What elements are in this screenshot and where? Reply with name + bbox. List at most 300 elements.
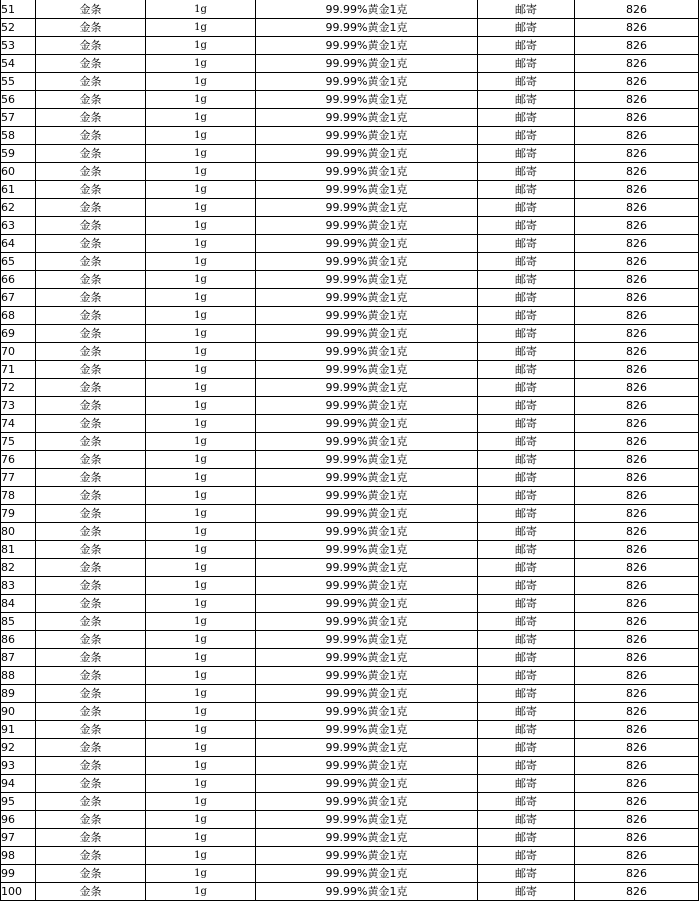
item-type-cell: 金条: [36, 811, 146, 829]
weight-cell: 1g: [146, 829, 256, 847]
item-type-cell: 金条: [36, 253, 146, 271]
weight-cell: 1g: [146, 793, 256, 811]
weight-cell: 1g: [146, 307, 256, 325]
row-number-cell: 93: [1, 757, 36, 775]
description-cell: 99.99%黄金1克: [256, 127, 478, 145]
code-cell: 826: [575, 127, 699, 145]
description-cell: 99.99%黄金1克: [256, 343, 478, 361]
weight-cell: 1g: [146, 469, 256, 487]
delivery-method-cell: 邮寄: [478, 0, 575, 19]
row-number-cell: 89: [1, 685, 36, 703]
row-number-cell: 96: [1, 811, 36, 829]
weight-cell: 1g: [146, 451, 256, 469]
description-cell: 99.99%黄金1克: [256, 883, 478, 901]
description-cell: 99.99%黄金1克: [256, 703, 478, 721]
row-number-cell: 67: [1, 289, 36, 307]
table-row: [1, 847, 699, 865]
table-row: [1, 739, 699, 757]
table-row: [1, 253, 699, 271]
item-type-cell: 金条: [36, 613, 146, 631]
description-cell: 99.99%黄金1克: [256, 235, 478, 253]
delivery-method-cell: 邮寄: [478, 703, 575, 721]
description-cell: 99.99%黄金1克: [256, 595, 478, 613]
description-cell: 99.99%黄金1克: [256, 145, 478, 163]
description-cell: 99.99%黄金1克: [256, 91, 478, 109]
delivery-method-cell: 邮寄: [478, 433, 575, 451]
delivery-method-cell: 邮寄: [478, 505, 575, 523]
code-cell: 826: [575, 577, 699, 595]
item-type-cell: 金条: [36, 721, 146, 739]
code-cell: 826: [575, 559, 699, 577]
row-number-cell: 57: [1, 109, 36, 127]
weight-cell: 1g: [146, 199, 256, 217]
code-cell: 826: [575, 289, 699, 307]
weight-cell: 1g: [146, 433, 256, 451]
table-row: [1, 757, 699, 775]
item-type-cell: 金条: [36, 0, 146, 19]
code-cell: 826: [575, 595, 699, 613]
description-cell: 99.99%黄金1克: [256, 775, 478, 793]
row-number-cell: 69: [1, 325, 36, 343]
description-cell: 99.99%黄金1克: [256, 307, 478, 325]
delivery-method-cell: 邮寄: [478, 541, 575, 559]
code-cell: 826: [575, 721, 699, 739]
row-number-cell: 61: [1, 181, 36, 199]
description-cell: 99.99%黄金1克: [256, 433, 478, 451]
description-cell: 99.99%黄金1克: [256, 451, 478, 469]
description-cell: 99.99%黄金1克: [256, 793, 478, 811]
item-type-cell: 金条: [36, 181, 146, 199]
row-number-cell: 92: [1, 739, 36, 757]
weight-cell: 1g: [146, 685, 256, 703]
delivery-method-cell: 邮寄: [478, 721, 575, 739]
code-cell: 826: [575, 469, 699, 487]
description-cell: 99.99%黄金1克: [256, 37, 478, 55]
item-type-cell: 金条: [36, 397, 146, 415]
delivery-method-cell: 邮寄: [478, 379, 575, 397]
weight-cell: 1g: [146, 865, 256, 883]
row-number-cell: 52: [1, 19, 36, 37]
description-cell: 99.99%黄金1克: [256, 19, 478, 37]
row-number-cell: 81: [1, 541, 36, 559]
item-type-cell: 金条: [36, 595, 146, 613]
delivery-method-cell: 邮寄: [478, 397, 575, 415]
row-number-cell: 68: [1, 307, 36, 325]
item-type-cell: 金条: [36, 685, 146, 703]
code-cell: 826: [575, 109, 699, 127]
table-row: [1, 793, 699, 811]
description-cell: 99.99%黄金1克: [256, 487, 478, 505]
item-type-cell: 金条: [36, 541, 146, 559]
description-cell: 99.99%黄金1克: [256, 613, 478, 631]
delivery-method-cell: 邮寄: [478, 73, 575, 91]
row-number-cell: 73: [1, 397, 36, 415]
table-row: [1, 433, 699, 451]
row-number-cell: 59: [1, 145, 36, 163]
item-type-cell: 金条: [36, 235, 146, 253]
table-row: [1, 55, 699, 73]
weight-cell: 1g: [146, 577, 256, 595]
description-cell: 99.99%黄金1克: [256, 361, 478, 379]
delivery-method-cell: 邮寄: [478, 757, 575, 775]
table-row: [1, 721, 699, 739]
table-row: [1, 271, 699, 289]
table-row: [1, 595, 699, 613]
row-number-cell: 82: [1, 559, 36, 577]
delivery-method-cell: 邮寄: [478, 325, 575, 343]
row-number-cell: 63: [1, 217, 36, 235]
delivery-method-cell: 邮寄: [478, 739, 575, 757]
description-cell: 99.99%黄金1克: [256, 757, 478, 775]
description-cell: 99.99%黄金1克: [256, 271, 478, 289]
delivery-method-cell: 邮寄: [478, 775, 575, 793]
description-cell: 99.99%黄金1克: [256, 667, 478, 685]
row-number-cell: 94: [1, 775, 36, 793]
code-cell: 826: [575, 325, 699, 343]
description-cell: 99.99%黄金1克: [256, 0, 478, 19]
delivery-method-cell: 邮寄: [478, 613, 575, 631]
table-row: [1, 667, 699, 685]
item-type-cell: 金条: [36, 505, 146, 523]
table-row: [1, 0, 699, 19]
weight-cell: 1g: [146, 613, 256, 631]
item-type-cell: 金条: [36, 217, 146, 235]
table-row: [1, 361, 699, 379]
code-cell: 826: [575, 0, 699, 19]
item-type-cell: 金条: [36, 865, 146, 883]
description-cell: 99.99%黄金1克: [256, 289, 478, 307]
item-type-cell: 金条: [36, 127, 146, 145]
weight-cell: 1g: [146, 109, 256, 127]
description-cell: 99.99%黄金1克: [256, 415, 478, 433]
row-number-cell: 75: [1, 433, 36, 451]
weight-cell: 1g: [146, 91, 256, 109]
code-cell: 826: [575, 235, 699, 253]
delivery-method-cell: 邮寄: [478, 829, 575, 847]
row-number-cell: 60: [1, 163, 36, 181]
table-row: [1, 865, 699, 883]
description-cell: 99.99%黄金1克: [256, 865, 478, 883]
weight-cell: 1g: [146, 757, 256, 775]
description-cell: 99.99%黄金1克: [256, 163, 478, 181]
weight-cell: 1g: [146, 127, 256, 145]
item-type-cell: 金条: [36, 847, 146, 865]
item-type-cell: 金条: [36, 577, 146, 595]
code-cell: 826: [575, 343, 699, 361]
weight-cell: 1g: [146, 775, 256, 793]
code-cell: 826: [575, 361, 699, 379]
table-body: [1, 0, 699, 901]
item-type-cell: 金条: [36, 883, 146, 901]
table-row: [1, 307, 699, 325]
delivery-method-cell: 邮寄: [478, 181, 575, 199]
delivery-method-cell: 邮寄: [478, 271, 575, 289]
table-row: [1, 181, 699, 199]
row-number-cell: 98: [1, 847, 36, 865]
table-row: [1, 145, 699, 163]
item-type-cell: 金条: [36, 19, 146, 37]
description-cell: 99.99%黄金1克: [256, 469, 478, 487]
item-type-cell: 金条: [36, 343, 146, 361]
item-type-cell: 金条: [36, 109, 146, 127]
description-cell: 99.99%黄金1克: [256, 505, 478, 523]
weight-cell: 1g: [146, 811, 256, 829]
table-row: [1, 163, 699, 181]
item-type-cell: 金条: [36, 667, 146, 685]
description-cell: 99.99%黄金1克: [256, 325, 478, 343]
table-row: [1, 685, 699, 703]
delivery-method-cell: 邮寄: [478, 217, 575, 235]
delivery-method-cell: 邮寄: [478, 109, 575, 127]
row-number-cell: 56: [1, 91, 36, 109]
delivery-method-cell: 邮寄: [478, 307, 575, 325]
weight-cell: 1g: [146, 379, 256, 397]
description-cell: 99.99%黄金1克: [256, 577, 478, 595]
delivery-method-cell: 邮寄: [478, 145, 575, 163]
delivery-method-cell: 邮寄: [478, 631, 575, 649]
table-row: [1, 397, 699, 415]
table-row: [1, 127, 699, 145]
delivery-method-cell: 邮寄: [478, 343, 575, 361]
row-number-cell: 70: [1, 343, 36, 361]
code-cell: 826: [575, 613, 699, 631]
delivery-method-cell: 邮寄: [478, 91, 575, 109]
item-type-cell: 金条: [36, 487, 146, 505]
code-cell: 826: [575, 73, 699, 91]
weight-cell: 1g: [146, 271, 256, 289]
weight-cell: 1g: [146, 253, 256, 271]
item-type-cell: 金条: [36, 739, 146, 757]
weight-cell: 1g: [146, 595, 256, 613]
table-row: [1, 541, 699, 559]
item-type-cell: 金条: [36, 649, 146, 667]
table-row: [1, 469, 699, 487]
table-row: [1, 199, 699, 217]
row-number-cell: 51: [1, 0, 36, 19]
row-number-cell: 77: [1, 469, 36, 487]
delivery-method-cell: 邮寄: [478, 415, 575, 433]
delivery-method-cell: 邮寄: [478, 649, 575, 667]
row-number-cell: 86: [1, 631, 36, 649]
weight-cell: 1g: [146, 73, 256, 91]
weight-cell: 1g: [146, 361, 256, 379]
code-cell: 826: [575, 37, 699, 55]
item-type-cell: 金条: [36, 415, 146, 433]
description-cell: 99.99%黄金1克: [256, 253, 478, 271]
item-type-cell: 金条: [36, 91, 146, 109]
row-number-cell: 65: [1, 253, 36, 271]
item-type-cell: 金条: [36, 829, 146, 847]
description-cell: 99.99%黄金1克: [256, 739, 478, 757]
row-number-cell: 76: [1, 451, 36, 469]
code-cell: 826: [575, 217, 699, 235]
table-row: [1, 523, 699, 541]
row-number-cell: 95: [1, 793, 36, 811]
row-number-cell: 55: [1, 73, 36, 91]
row-number-cell: 79: [1, 505, 36, 523]
delivery-method-cell: 邮寄: [478, 523, 575, 541]
table-row: [1, 235, 699, 253]
item-type-cell: 金条: [36, 163, 146, 181]
code-cell: 826: [575, 145, 699, 163]
weight-cell: 1g: [146, 0, 256, 19]
row-number-cell: 78: [1, 487, 36, 505]
table-row: [1, 73, 699, 91]
delivery-method-cell: 邮寄: [478, 865, 575, 883]
description-cell: 99.99%黄金1克: [256, 55, 478, 73]
description-cell: 99.99%黄金1克: [256, 847, 478, 865]
item-type-cell: 金条: [36, 145, 146, 163]
code-cell: 826: [575, 91, 699, 109]
weight-cell: 1g: [146, 55, 256, 73]
description-cell: 99.99%黄金1克: [256, 541, 478, 559]
table-row: [1, 883, 699, 901]
row-number-cell: 58: [1, 127, 36, 145]
code-cell: 826: [575, 793, 699, 811]
code-cell: 826: [575, 667, 699, 685]
table-row: [1, 451, 699, 469]
code-cell: 826: [575, 865, 699, 883]
table-row: [1, 829, 699, 847]
code-cell: 826: [575, 847, 699, 865]
description-cell: 99.99%黄金1克: [256, 631, 478, 649]
item-type-cell: 金条: [36, 325, 146, 343]
table-row: [1, 631, 699, 649]
item-type-cell: 金条: [36, 361, 146, 379]
description-cell: 99.99%黄金1克: [256, 379, 478, 397]
table-row: [1, 343, 699, 361]
row-number-cell: 87: [1, 649, 36, 667]
weight-cell: 1g: [146, 163, 256, 181]
item-type-cell: 金条: [36, 379, 146, 397]
code-cell: 826: [575, 433, 699, 451]
code-cell: 826: [575, 523, 699, 541]
delivery-method-cell: 邮寄: [478, 595, 575, 613]
description-cell: 99.99%黄金1克: [256, 397, 478, 415]
weight-cell: 1g: [146, 217, 256, 235]
item-type-cell: 金条: [36, 55, 146, 73]
item-type-cell: 金条: [36, 433, 146, 451]
code-cell: 826: [575, 685, 699, 703]
item-type-cell: 金条: [36, 631, 146, 649]
code-cell: 826: [575, 631, 699, 649]
item-type-cell: 金条: [36, 793, 146, 811]
delivery-method-cell: 邮寄: [478, 685, 575, 703]
delivery-method-cell: 邮寄: [478, 37, 575, 55]
item-type-cell: 金条: [36, 199, 146, 217]
description-cell: 99.99%黄金1克: [256, 685, 478, 703]
item-type-cell: 金条: [36, 307, 146, 325]
weight-cell: 1g: [146, 631, 256, 649]
delivery-method-cell: 邮寄: [478, 127, 575, 145]
delivery-method-cell: 邮寄: [478, 19, 575, 37]
weight-cell: 1g: [146, 505, 256, 523]
weight-cell: 1g: [146, 145, 256, 163]
table-row: [1, 289, 699, 307]
item-type-cell: 金条: [36, 451, 146, 469]
weight-cell: 1g: [146, 667, 256, 685]
code-cell: 826: [575, 757, 699, 775]
item-type-cell: 金条: [36, 703, 146, 721]
code-cell: 826: [575, 415, 699, 433]
delivery-method-cell: 邮寄: [478, 199, 575, 217]
delivery-method-cell: 邮寄: [478, 451, 575, 469]
code-cell: 826: [575, 487, 699, 505]
item-type-cell: 金条: [36, 73, 146, 91]
table-row: [1, 811, 699, 829]
weight-cell: 1g: [146, 325, 256, 343]
weight-cell: 1g: [146, 19, 256, 37]
code-cell: 826: [575, 199, 699, 217]
table-row: [1, 649, 699, 667]
code-cell: 826: [575, 649, 699, 667]
code-cell: 826: [575, 883, 699, 901]
code-cell: 826: [575, 811, 699, 829]
weight-cell: 1g: [146, 541, 256, 559]
row-number-cell: 74: [1, 415, 36, 433]
weight-cell: 1g: [146, 739, 256, 757]
delivery-method-cell: 邮寄: [478, 163, 575, 181]
code-cell: 826: [575, 775, 699, 793]
item-type-cell: 金条: [36, 271, 146, 289]
code-cell: 826: [575, 451, 699, 469]
code-cell: 826: [575, 181, 699, 199]
code-cell: 826: [575, 253, 699, 271]
table-row: [1, 703, 699, 721]
delivery-method-cell: 邮寄: [478, 667, 575, 685]
item-type-cell: 金条: [36, 775, 146, 793]
weight-cell: 1g: [146, 649, 256, 667]
row-number-cell: 100: [1, 883, 36, 901]
code-cell: 826: [575, 541, 699, 559]
table-row: [1, 487, 699, 505]
row-number-cell: 97: [1, 829, 36, 847]
table-row: [1, 325, 699, 343]
weight-cell: 1g: [146, 703, 256, 721]
description-cell: 99.99%黄金1克: [256, 721, 478, 739]
description-cell: 99.99%黄金1克: [256, 73, 478, 91]
weight-cell: 1g: [146, 883, 256, 901]
row-number-cell: 90: [1, 703, 36, 721]
weight-cell: 1g: [146, 235, 256, 253]
description-cell: 99.99%黄金1克: [256, 811, 478, 829]
code-cell: 826: [575, 55, 699, 73]
description-cell: 99.99%黄金1克: [256, 523, 478, 541]
code-cell: 826: [575, 505, 699, 523]
description-cell: 99.99%黄金1克: [256, 217, 478, 235]
row-number-cell: 66: [1, 271, 36, 289]
row-number-cell: 99: [1, 865, 36, 883]
item-type-cell: 金条: [36, 289, 146, 307]
description-cell: 99.99%黄金1克: [256, 649, 478, 667]
weight-cell: 1g: [146, 397, 256, 415]
table-row: [1, 217, 699, 235]
delivery-method-cell: 邮寄: [478, 253, 575, 271]
row-number-cell: 80: [1, 523, 36, 541]
description-cell: 99.99%黄金1克: [256, 109, 478, 127]
code-cell: 826: [575, 397, 699, 415]
item-type-cell: 金条: [36, 469, 146, 487]
table-row: [1, 559, 699, 577]
row-number-cell: 54: [1, 55, 36, 73]
table-row: [1, 109, 699, 127]
row-number-cell: 53: [1, 37, 36, 55]
weight-cell: 1g: [146, 559, 256, 577]
code-cell: 826: [575, 703, 699, 721]
delivery-method-cell: 邮寄: [478, 883, 575, 901]
table-row: [1, 505, 699, 523]
table-row: [1, 577, 699, 595]
